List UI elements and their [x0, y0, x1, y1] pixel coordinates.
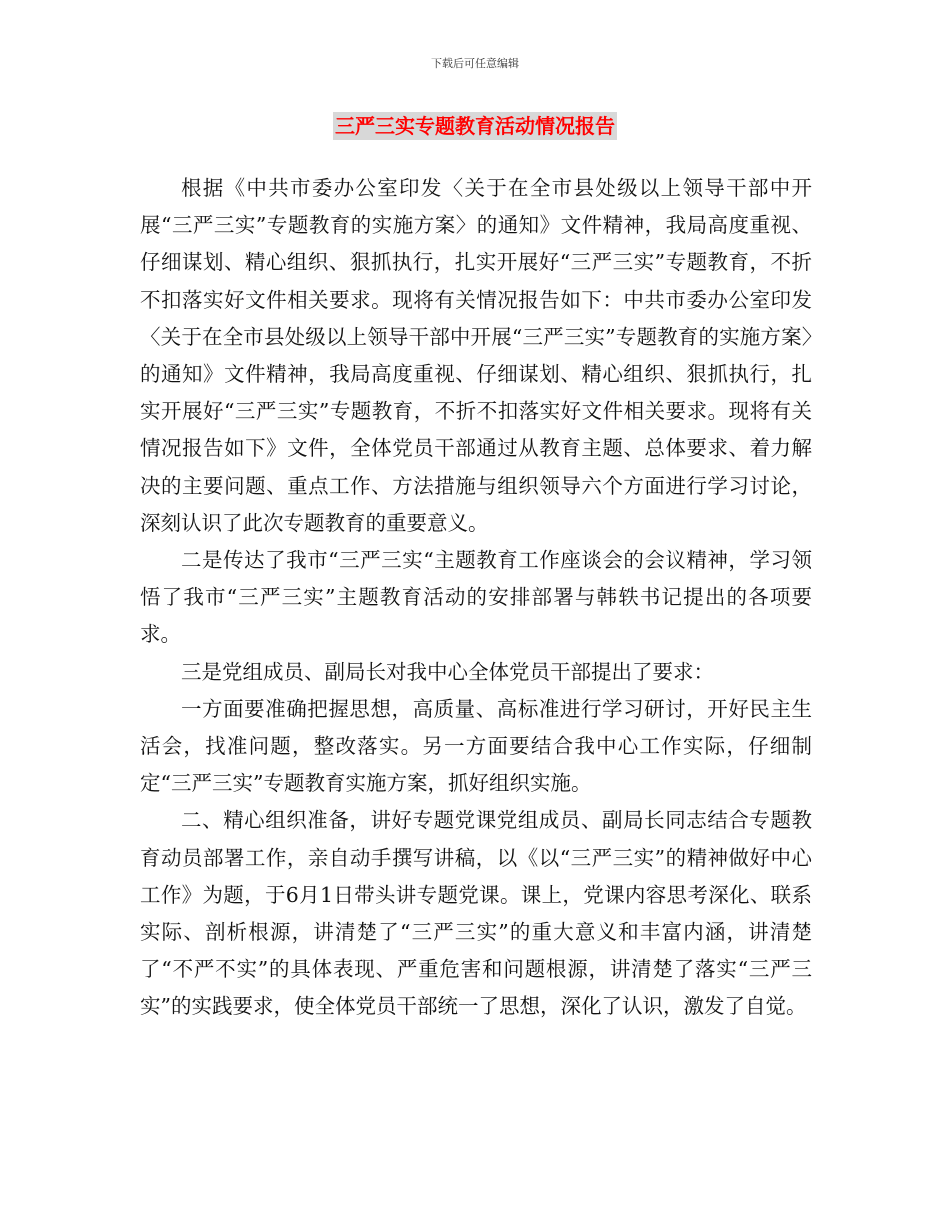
title-container: [0, 112, 950, 140]
paragraph-5: 二、精心组织准备，讲好专题党课党组成员、副局长同志结合专题教育动员部署工作，亲自动手撰写讲稿，以《以“三严三实”的精神做好中心工作》为题，于6月1日带头讲专题党课。课上，党课内容思考深化、联系实际、剖析根源，讲清楚了“三严三实”的重大意义和丰富内涵，讲清楚了“不严不实”的具体表现、严重危害和问题根源，讲清楚了落实“三严三实”的实践要求，使全体党员干部统一了思想，深化了认识，激发了自觉。: [140, 808, 812, 1019]
paragraph-1: 根据《中共市委办公室印发〈关于在全市县处级以上领导干部中开展“三严三实”专题教育的实施方案〉的通知》文件精神，我局高度重视、仔细谋划、精心组织、狠抓执行，扎实开展好“三严三实”专题教育，不折不扣落实好文件相关要求。现将有关情况报告如下：中共市委办公室印发〈关于在全市县处级以上领导干部中开展“三严三实”专题教育的实施方案〉的通知》文件精神，我局高度重视、仔细谋划、精心组织、狠抓执行，扎实开展好“三严三实”专题教育，不折不扣落实好文件相关要求。现将有关情况报告如下》文件，全体党员干部通过从教育主题、总体要求、着力解决的主要问题、重点工作、方法措施与组织领导六个方面进行学习讨论，深刻认识了此次专题教育的重要意义。: [140, 176, 812, 535]
document-body: [140, 170, 812, 1026]
page-header-note: 下载后可任意编辑: [431, 57, 519, 70]
paragraph-4: 一方面要准确把握思想，高质量、高标准进行学习研讨，开好民主生活会，找准问题，整改落实。另一方面要结合我中心工作实际，仔细制定“三严三实”专题教育实施方案，抓好组织实施。: [140, 696, 812, 796]
paragraph-3: 三是党组成员、副局长对我中心全体党员干部提出了要求：: [181, 659, 714, 684]
paragraph-2: 二是传达了我市“三严三实“主题教育工作座谈会的会议精神，学习领悟了我市“三严三实”主题教育活动的安排部署与韩轶书记提出的各项要求。: [140, 548, 812, 647]
document-title: 三严三实专题教育活动情况报告: [335, 114, 615, 138]
